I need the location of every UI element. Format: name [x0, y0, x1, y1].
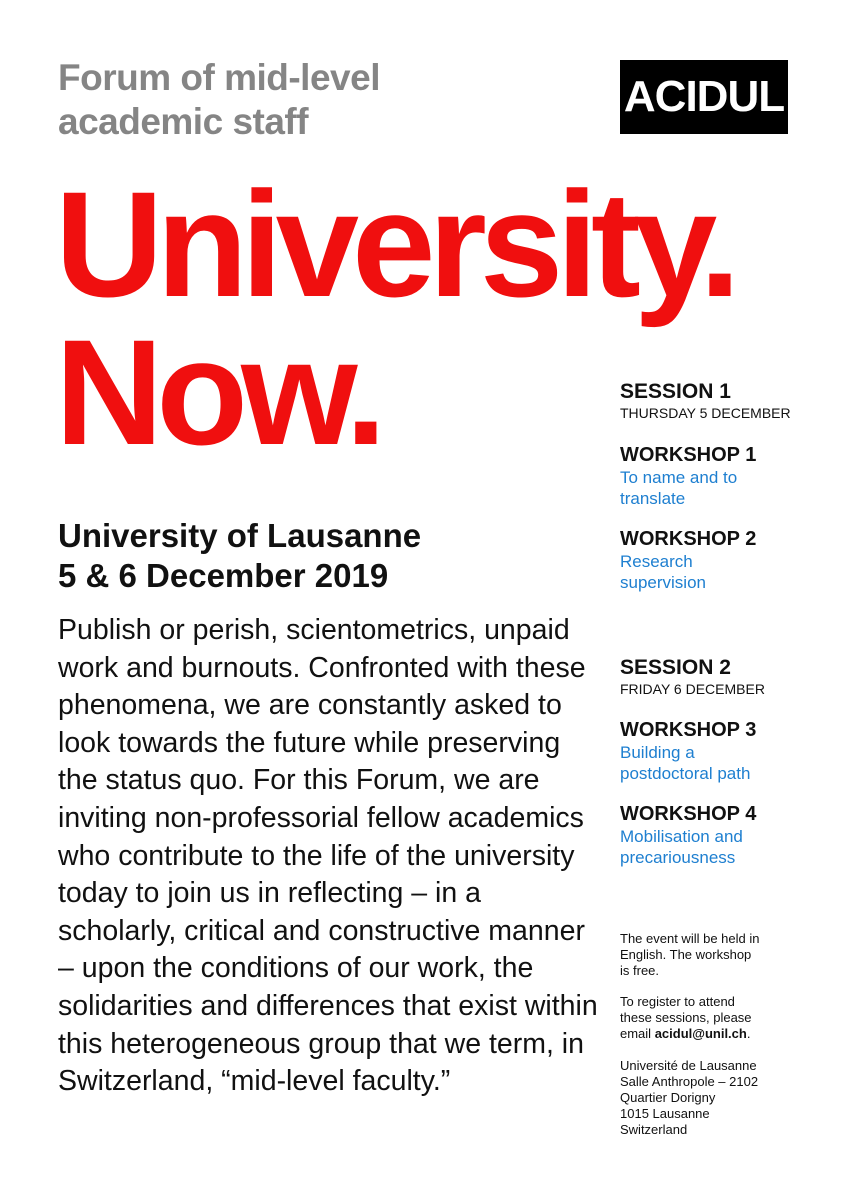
session-1: [620, 380, 820, 422]
workshop-4-title: WORKSHOP 4: [620, 803, 757, 825]
address-block: [620, 1058, 820, 1138]
registration-note-line2: these sessions, please: [620, 1010, 752, 1025]
workshop-2-desc-line1: Research: [620, 552, 693, 571]
venue-block: [58, 516, 558, 596]
venue-name: University of Lausanne: [58, 517, 422, 554]
forum-title: [58, 56, 458, 144]
workshop-4: [620, 802, 820, 868]
workshop-2-title: WORKSHOP 2: [620, 528, 757, 550]
registration-email-link[interactable]: acidul@unil.ch: [654, 1026, 747, 1041]
session-1-title: SESSION 1: [620, 380, 731, 403]
language-note-line3: is free.: [620, 963, 660, 978]
workshop-3-desc-line1: Building a: [620, 743, 695, 762]
session-2-title: SESSION 2: [620, 656, 731, 679]
address-line5: Switzerland: [620, 1122, 688, 1137]
workshop-4-desc-line1: Mobilisation and: [620, 827, 743, 846]
workshop-3-desc-line2: postdoctoral path: [620, 764, 751, 783]
address-line3: Quartier Dorigny: [620, 1090, 716, 1105]
workshop-4-desc-line2: precariousness: [620, 848, 736, 867]
workshop-3: [620, 718, 820, 784]
workshop-1-title: WORKSHOP 1: [620, 444, 757, 466]
session-1-date: THURSDAY 5 DECEMBER: [620, 405, 791, 421]
language-note: [620, 931, 820, 979]
workshop-2-desc-line2: supervision: [620, 573, 706, 592]
venue-dates: 5 & 6 December 2019: [58, 557, 389, 594]
registration-email-prefix: email: [620, 1026, 652, 1041]
headline-line1: University.: [55, 160, 734, 328]
address-line1: Université de Lausanne: [620, 1058, 757, 1073]
forum-title-line1: Forum of mid-level: [58, 57, 380, 98]
registration-note-line3: [620, 1026, 820, 1042]
session-2: [620, 656, 820, 698]
session-2-date: FRIDAY 6 DECEMBER: [620, 681, 765, 697]
language-note-line1: The event will be held in: [620, 931, 760, 946]
forum-title-line2: academic staff: [58, 101, 309, 142]
registration-note: [620, 994, 820, 1042]
acidul-logo: ACIDUL: [620, 60, 788, 134]
registration-email-suffix: .: [746, 1026, 751, 1041]
workshop-2: [620, 527, 820, 593]
description-paragraph: Publish or perish, scientometrics, unpaid work and burnouts. Confronted with these phenomena, we are constantly asked to look towards the future while preserving the status quo. For this Forum, we are inviting non-professorial fellow academics who contribute to the life of the university today to join us in reflecting – in a scholarly, critical and constructive manner – upon the conditions of our work, the solidarities and differences that exist within this heterogeneous group that we term, in Switzerland, “mid-level faculty.”: [58, 614, 598, 1098]
language-note-line2: English. The workshop: [620, 947, 752, 962]
address-line4: 1015 Lausanne: [620, 1106, 710, 1121]
workshop-1-desc-line1: To name and to: [620, 468, 738, 487]
workshop-3-title: WORKSHOP 3: [620, 719, 757, 741]
workshop-1-desc-line2: translate: [620, 489, 686, 508]
headline-line2: Now.: [55, 308, 380, 476]
registration-note-line1: To register to attend: [620, 994, 735, 1009]
workshop-1: [620, 443, 820, 509]
address-line2: Salle Anthropole – 2102: [620, 1074, 759, 1089]
